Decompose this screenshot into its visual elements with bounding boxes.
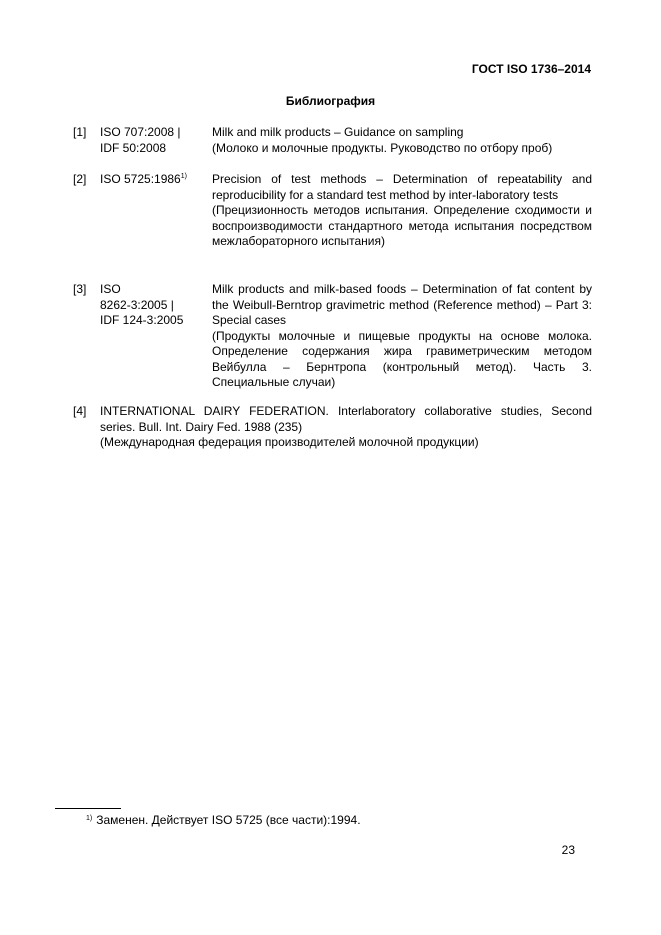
entry-number: [1] [73, 125, 87, 139]
description-russian: (Продукты молочные и пищевые продукты на основе молока. Определение содержания жира гравиметрическим методом Вейбулла – Бернтропа (контрольный метод). Часть 3. Специальные случаи) [212, 328, 592, 389]
description-russian: (Прецизионность методов испытания. Определение сходимости и воспроизводимости стандартного метода испытания посредством межлабораторного испытания) [212, 203, 592, 248]
reference-code: ISO 5725:1986 [100, 172, 181, 186]
entry-description [212, 125, 592, 156]
footnote-marker: 1) [180, 173, 187, 180]
footnote [86, 813, 361, 829]
description-english: Milk products and milk-based foods – Determination of fat content by the Weibull-Berntrop gravimetric method (Reference method) – Part 3: Special cases [212, 282, 592, 327]
entry-description [212, 282, 592, 391]
footnote-text: Заменен. Действует ISO 5725 (все части):1994. [96, 813, 361, 827]
description-english: Precision of test methods – Determination of repeatability and reproducibility for a standard test method by inter-laboratory tests [212, 172, 592, 202]
reference-line: 8262-3:2005 | [100, 297, 174, 312]
entry-description [100, 404, 592, 451]
page-number: 23 [561, 843, 575, 857]
footnote-separator [55, 808, 121, 809]
entry-reference [100, 282, 210, 329]
entry-number: [4] [73, 404, 87, 418]
description-english: Milk and milk products – Guidance on sampling [212, 125, 464, 139]
reference-line: ISO 707:2008 | [100, 125, 181, 139]
description-russian: (Молоко и молочные продукты. Руководство по отбору проб) [212, 140, 553, 155]
entry-description [212, 172, 592, 250]
entry-number: [2] [73, 172, 87, 186]
footnote-marker: 1) [86, 815, 93, 822]
standard-header: ГОСТ ISO 1736–2014 [471, 62, 591, 76]
entry-number: [3] [73, 282, 87, 296]
reference-line: ISO [100, 282, 121, 296]
description-russian: (Международная федерация производителей молочной продукции) [100, 435, 479, 449]
reference-line: IDF 50:2008 [100, 140, 167, 155]
entry-reference [100, 125, 210, 156]
description-english: INTERNATIONAL DAIRY FEDERATION. Interlaboratory collaborative studies, Second series. Bull. Int. Dairy Fed. 1988 (235) [100, 404, 592, 434]
bibliography-title: Библиография [285, 94, 376, 108]
entry-reference [100, 172, 210, 188]
reference-line: IDF 124-3:2005 [100, 313, 184, 327]
reference-line [100, 172, 210, 188]
